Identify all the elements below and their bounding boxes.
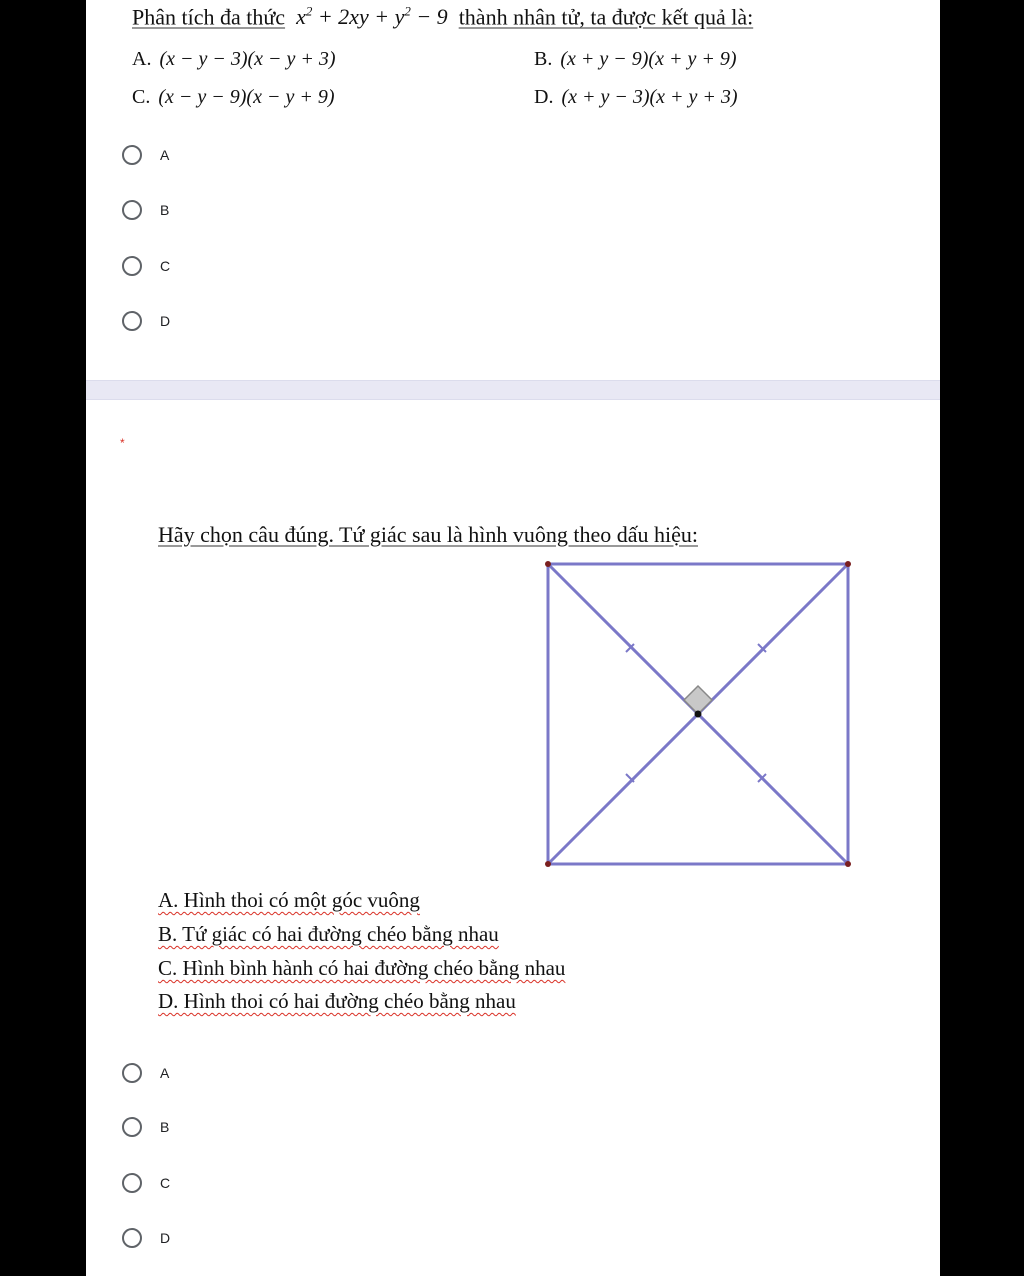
vertex-dot <box>845 861 851 867</box>
choice-text: (x − y − 9)(x − y + 9) <box>158 86 335 108</box>
q1-option-d[interactable] <box>122 311 170 331</box>
q2-option-c[interactable] <box>122 1173 170 1193</box>
vertex-dot <box>545 861 551 867</box>
radio-button-empty-icon[interactable] <box>122 311 142 331</box>
question-2-prompt: Hãy chọn câu đúng. Tứ giác sau là hình vuông theo dấu hiệu: <box>158 522 698 547</box>
q1-option-b[interactable] <box>122 200 169 220</box>
center-dot <box>695 711 702 718</box>
prompt-text-before: Phân tích đa thức <box>132 4 286 30</box>
choice-text: (x + y − 3)(x + y + 3) <box>561 86 738 108</box>
expr-y: y <box>394 4 405 30</box>
prompt-text-after: thành nhân tử, ta được kết quả là: <box>458 4 754 30</box>
square-diagram <box>544 560 856 872</box>
choice-text: (x + y − 9)(x + y + 9) <box>560 48 737 70</box>
required-asterisk: * <box>120 436 125 450</box>
choice-label: B. <box>534 48 553 70</box>
q1-option-a[interactable] <box>122 145 169 165</box>
expr-2xy: + 2xy + <box>312 4 395 30</box>
vertex-dot <box>545 561 551 567</box>
expr-x: x <box>296 4 306 30</box>
radio-button-empty-icon[interactable] <box>122 256 142 276</box>
choice-label: C. <box>132 86 151 108</box>
form-page <box>86 0 940 1276</box>
right-angle-marker-icon <box>684 686 712 714</box>
radio-button-empty-icon[interactable] <box>122 200 142 220</box>
option-label: B <box>160 202 170 218</box>
option-label: C <box>160 1175 171 1191</box>
choice-text: A. Hình thoi có một góc vuông <box>158 888 420 912</box>
q2-choice-d <box>158 989 516 1014</box>
q2-choice-a <box>158 888 420 913</box>
q1-choice-c <box>132 86 334 109</box>
option-label: C <box>160 258 171 274</box>
option-label: A <box>160 1065 170 1081</box>
choice-text: (x − y − 3)(x − y + 3) <box>159 48 336 70</box>
q2-option-b[interactable] <box>122 1117 169 1137</box>
choice-label: A. <box>132 48 152 70</box>
choice-text: B. Tứ giác có hai đường chéo bằng nhau <box>158 922 499 946</box>
radio-button-empty-icon[interactable] <box>122 1228 142 1248</box>
radio-button-empty-icon[interactable] <box>122 1063 142 1083</box>
q1-choice-d <box>534 86 738 109</box>
question-divider <box>86 380 940 400</box>
q1-choice-b <box>534 48 736 71</box>
choice-label: D. <box>534 86 554 108</box>
option-label: D <box>160 1230 171 1246</box>
polynomial-expression <box>291 4 459 29</box>
q2-choice-c <box>158 956 565 981</box>
radio-button-empty-icon[interactable] <box>122 1117 142 1137</box>
expr-minus9: − 9 <box>410 4 448 30</box>
choice-text: D. Hình thoi có hai đường chéo bằng nhau <box>158 989 516 1013</box>
option-label: A <box>160 147 170 163</box>
vertex-dot <box>845 561 851 567</box>
option-label: D <box>160 313 171 329</box>
option-label: B <box>160 1119 170 1135</box>
radio-button-empty-icon[interactable] <box>122 1173 142 1193</box>
radio-button-empty-icon[interactable] <box>122 145 142 165</box>
q1-option-c[interactable] <box>122 256 170 276</box>
expr-exp-y: 2 <box>404 4 411 19</box>
expr-exp-x: 2 <box>305 4 313 19</box>
q2-option-d[interactable] <box>122 1228 170 1248</box>
q1-choice-a <box>132 48 336 71</box>
q2-option-a[interactable] <box>122 1063 169 1083</box>
choice-text: C. Hình bình hành có hai đường chéo bằng nhau <box>158 956 566 980</box>
q2-choice-b <box>158 922 499 947</box>
question-1-prompt <box>132 4 753 30</box>
